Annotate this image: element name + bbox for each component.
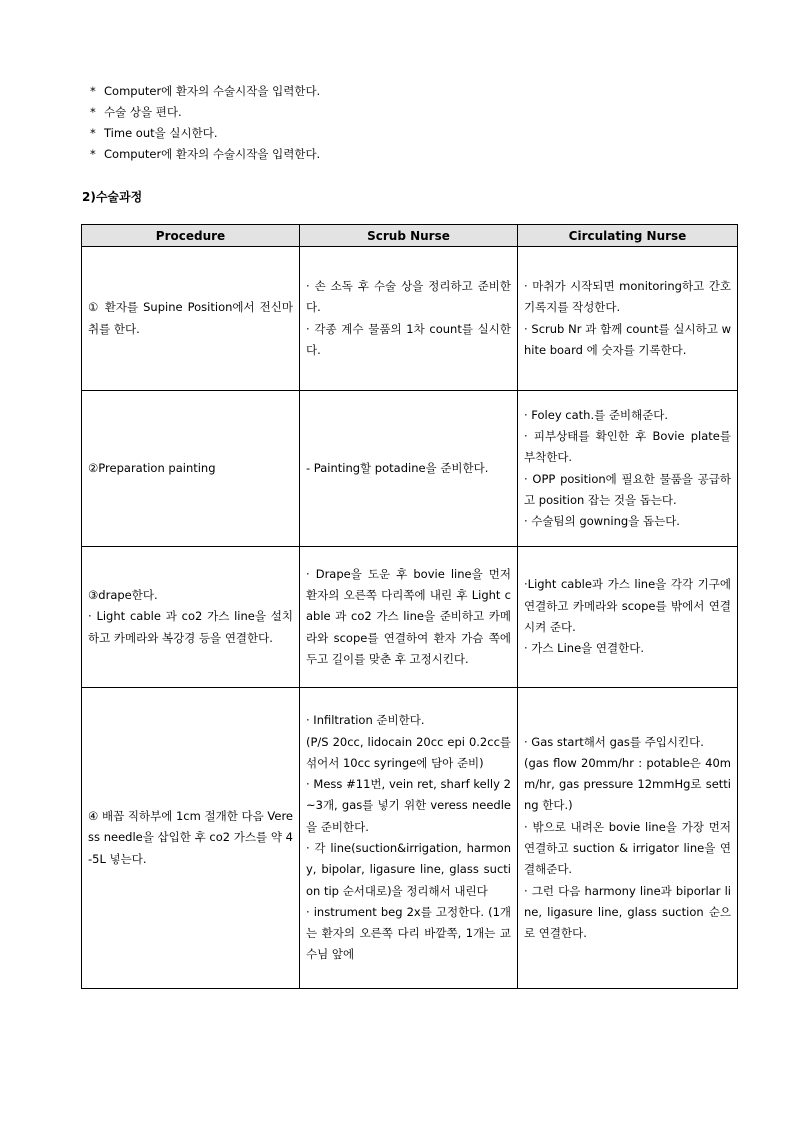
intro-bullet-text: Computer에 환자의 수술시작을 입력한다. [104, 147, 321, 161]
intro-bullet [90, 124, 320, 145]
procedure-text: ① 환자를 Supine Position에서 전신마취를 한다. [88, 300, 293, 336]
intro-bullet [90, 82, 320, 103]
intro-bullet-text: Time out을 실시한다. [104, 126, 218, 140]
scrub-nurse-cell [300, 247, 518, 391]
circulating-nurse-text: · Foley cath.를 준비해준다. [524, 407, 669, 422]
bullet-marker: * [90, 126, 96, 140]
circulating-nurse-text: · 가스 Line을 연결한다. [524, 641, 645, 656]
procedure-text: · Light cable 과 co2 가스 line을 설치하고 카메라와 복강경 등을 연결한다. [88, 609, 293, 645]
circulating-nurse-cell [518, 688, 738, 989]
intro-bullet-text: Computer에 환자의 수술시작을 입력한다. [104, 84, 321, 98]
procedure-cell [82, 247, 300, 391]
circulating-nurse-text: · 마취가 시작되면 monitoring하고 간호 기록지를 작성한다. [524, 278, 731, 315]
intro-bullet [90, 145, 320, 166]
scrub-nurse-text: · 각 line(suction&irrigation, harmony, bipolar, ligasure line, glass suction tip 순서대로)을 정리해서 내린다 [306, 841, 511, 898]
circulating-nurse-text: · Scrub Nr 과 함께 count를 실시하고 white board 에 숫자를 기록한다. [524, 321, 731, 357]
circulating-nurse-text: · Gas start해서 gas를 주입시킨다. [524, 734, 704, 749]
scrub-nurse-cell [300, 391, 518, 547]
circulating-nurse-text: (gas flow 20mm/hr : potable은 40mm/hr, gas pressure 12mmHg로 setting 한다.) [524, 755, 731, 813]
circulating-nurse-text: · 피부상태를 확인한 후 Bovie plate를 부착한다. [524, 428, 731, 465]
bullet-marker: * [90, 84, 96, 98]
section-title: 2)수술과정 [82, 190, 143, 204]
procedure-table [81, 224, 738, 989]
bullet-marker: * [90, 147, 96, 161]
scrub-nurse-cell [300, 547, 518, 688]
intro-bullet [90, 103, 320, 124]
circulating-nurse-text: ·Light cable과 가스 line을 각각 기구에 연결하고 카메라와 scope를 밖에서 연결 시켜 준다. [524, 577, 731, 634]
table-header-row [82, 225, 738, 247]
scrub-nurse-text: · 손 소독 후 수술 상을 정리하고 준비한다. [306, 278, 511, 315]
table-row [82, 247, 738, 391]
table-row [82, 547, 738, 688]
procedure-cell [82, 547, 300, 688]
intro-bullet-list [90, 82, 320, 166]
circulating-nurse-cell [518, 547, 738, 688]
scrub-nurse-text: (P/S 20cc, lidocain 20cc epi 0.2cc를 섞어서 10cc syringe에 담아 준비) [306, 734, 511, 770]
bullet-marker: * [90, 105, 96, 119]
scrub-nurse-text: · Drape을 도운 후 bovie line을 먼저 환자의 오른쪽 다리쪽에 내린 후 Light cable 과 co2 가스 line을 준비하고 카메라와 scope를 연결하여 환자 가슴 쪽에 두고 길이를 맞춘 후 고정시킨다. [306, 566, 511, 666]
circulating-nurse-cell [518, 247, 738, 391]
scrub-nurse-text: · Mess #11번, vein ret, sharf kelly 2~3개, gas를 넣기 위한 veress needle을 준비한다. [306, 777, 511, 834]
table-row [82, 688, 738, 989]
scrub-nurse-text: · instrument beg 2x를 고정한다. (1개는 환자의 오른쪽 다리 바깥쪽, 1개는 교수님 앞에 [306, 904, 511, 962]
procedure-cell [82, 688, 300, 989]
header-circulating-nurse: Circulating Nurse [518, 225, 738, 247]
scrub-nurse-cell [300, 688, 518, 989]
scrub-nurse-text: - Painting할 potadine을 준비한다. [306, 460, 489, 475]
header-scrub-nurse: Scrub Nurse [300, 225, 518, 247]
procedure-text: ③drape한다. [88, 588, 158, 603]
intro-bullet-text: 수술 상을 편다. [104, 105, 182, 119]
procedure-text: ④ 배꼽 직하부에 1cm 절개한 다음 Veress needle을 삽입한 후 co2 가스를 약 4-5L 넣는다. [88, 809, 293, 866]
circulating-nurse-text: · 수술팀의 gowning을 돕는다. [524, 514, 680, 529]
circulating-nurse-text: · 그런 다음 harmony line과 biporlar line, ligasure line, glass suction 순으로 연결한다. [524, 883, 731, 941]
scrub-nurse-text: · 각종 계수 물품의 1차 count를 실시한다. [306, 321, 511, 357]
circulating-nurse-text: · 밖으로 내려온 bovie line을 가장 먼저 연결하고 suction & irrigator line을 연결해준다. [524, 819, 731, 877]
header-procedure: Procedure [82, 225, 300, 247]
procedure-text: ②Preparation painting [88, 460, 216, 475]
procedure-cell [82, 391, 300, 547]
scrub-nurse-text: · Infiltration 준비한다. [306, 713, 425, 728]
circulating-nurse-cell [518, 391, 738, 547]
table-row [82, 391, 738, 547]
circulating-nurse-text: · OPP position에 필요한 물품을 공급하고 position 잡는 것을 돕는다. [524, 471, 731, 507]
